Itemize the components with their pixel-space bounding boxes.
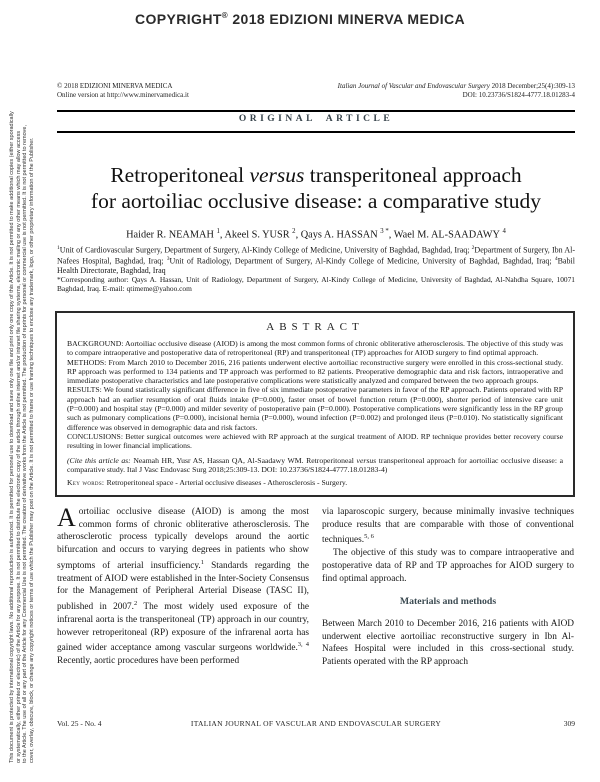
author-3-affil-mark: 3 * [380, 228, 389, 235]
masthead-publisher-block [57, 82, 189, 99]
disclaimer-line-3: to the Article. The use of all or any part of the Article for any Commercial Use is not permitted. The creation of derivative works from the Article is not permitted. The production of reprints for personal or commercial use is not permitted. It is not permitted to remove, [22, 125, 28, 763]
reference-mark-3-4: 3, 4 [297, 641, 310, 649]
intro-text-4: Recently, aortic procedures have been performed [57, 656, 240, 667]
side-copyright-disclaimer [9, 56, 35, 763]
intro-paragraph-continued [322, 506, 574, 547]
disclaimer-line-1: This document is protected by international copyright laws. No additional reproduction is authorized. It is permitted for personal use to download and save only one file and print only one copy of this Article. It is not permitted to make additional copies (either sporadically [9, 111, 15, 763]
abstract-methods-label: METHODS: [67, 357, 109, 367]
objective-paragraph: The objective of this study was to compare intraoperative and postoperative data of RP and TP approaches for AIOD surgery to find optimal approach. [322, 548, 574, 584]
masthead-journal-block [338, 82, 575, 99]
intro-text-2: Standards regarding the treatment of AIOD were established in the Inter-Society Consensus for the Management of Peripheral Arterial Disease (TASC II), published in 2007. [57, 560, 309, 613]
reference-mark-1: 1 [200, 558, 204, 566]
abstract-heading: ABSTRACT [266, 321, 364, 333]
affiliation-1-mark: 1 [57, 245, 60, 251]
abstract-conclusions-text: Better surgical outcomes were achieved with RP approach at the surgical treatment of AIOD. RP technique provides better recovery course resulting in lower financial implications. [67, 431, 563, 451]
body-column-right [322, 506, 574, 669]
abstract-background-label: BACKGROUND: [67, 339, 125, 348]
affiliation-1-text: Unit of Cardiovascular Surgery, Department of Surgery, Al-Kindy College of Medicine, University of Baghdad, Baghdad, Iraq; [59, 245, 472, 255]
drop-cap: A [57, 503, 76, 532]
disclaimer-line-2: or systematically, either printed or electronic) of the Article for any purpose. It is not permitted to distribute the electronic copy of the article through online internet and/or intranet file sharing systems, electronic mailing or any other means which may allow access [15, 130, 22, 763]
abstract-methods [67, 358, 563, 386]
methods-paragraph: Between March 2010 to December 2016, 216 patients with AIOD underwent elective aortoiliac reconstructive surgery in Ibn Al-Nafees Hospital were included in this cross-sectional study. Patients operated with the RP approach [322, 619, 574, 668]
author-1-affil-mark: 1 [216, 228, 220, 235]
author-2-affil-mark: 2 [292, 228, 296, 235]
disclaimer-line-4: cover, overlay, obscure, block, or change any copyright notices or terms of use which the Publisher may post on the Article. It is not permitted to frame or use framing techniques to enclose any trademark, logo, or other proprietary information of the Publisher. [28, 137, 35, 763]
masthead-journal-name: Italian Journal of Vascular and Endovascular Surgery [337, 82, 490, 90]
author-separator: , [295, 229, 301, 241]
article-type-bottom-rule [57, 131, 575, 133]
abstract-background [67, 339, 563, 358]
title-versus-italic: versus [249, 163, 305, 187]
masthead-journal-ref [338, 82, 575, 91]
citation-text-2: transperitoneal approach for aortoiliac occlusive disease: a comparative study. Ital J Vasc Endovasc Surg 2018;25:309-13. DOI: 10.23736/S1824-4777.18.01283-4) [67, 455, 563, 474]
reference-mark-2: 2 [133, 600, 138, 608]
footer-volume: Vol. 25 - No. 4 [57, 719, 102, 728]
banner-publisher: 2018 EDIZIONI MINERVA MEDICA [228, 11, 466, 27]
abstract-conclusions-label: CONCLUSIONS: [67, 431, 126, 441]
citation-text-1: Neamah HR, Yusr AS, Hassan QA, Al-Saadawy WM. Retroperitoneal [130, 455, 357, 465]
author-4-name: Wael M. AL-SAADAWY [393, 229, 500, 241]
intro-paragraph [57, 503, 310, 668]
affiliation-3-mark: 3 [166, 255, 170, 262]
affiliation-2-mark: 2 [471, 245, 475, 251]
citation-note [67, 456, 563, 475]
masthead-copyright-line: © 2018 EDIZIONI MINERVA MEDICA [57, 82, 173, 90]
section-heading-materials-methods: Materials and methods [399, 596, 497, 608]
abstract-background-text: Aortoiliac occlusive disease (AIOD) is among the most common forms of chronic obliterative atherosclerosis. The objective of this study was to compare intraoperative and postoperative data of retroperitoneal (RP) and transperitoneal (TP) approaches for AIOD surgery to find optimal approach. [67, 339, 563, 358]
affiliation-2-text: Department of Surgery, Ibn Al-Nafees Hospital, Baghdad, Iraq; [57, 245, 575, 266]
author-1-name: Haider R. NEAMAH [126, 229, 214, 241]
page-footer [57, 719, 575, 731]
abstract-conclusions [67, 432, 563, 451]
authors-line [57, 228, 575, 240]
intro-text-5: via laparoscopic surgery, because minimally invasive techniques produce results that are comparable with those of conventional techniques. [322, 507, 574, 546]
author-4-affil-mark: 4 [502, 228, 506, 235]
author-separator: , [388, 229, 394, 241]
banner-copyright-word: COPYRIGHT [134, 11, 222, 27]
registered-trademark-icon: ® [221, 11, 229, 20]
keywords-label: Key words: [67, 478, 107, 488]
article-type-top-rule [57, 110, 575, 112]
abstract-results-label: RESULTS: [67, 385, 104, 395]
masthead-online-version-url: Online version at http://www.minervamedica.it [57, 90, 189, 99]
copyright-banner [0, 11, 600, 27]
affiliation-4-text: Babil Health Directorate, Baghdad, Iraq [57, 256, 575, 275]
title-part-2: transperitoneal approach [304, 163, 522, 187]
article-title [57, 162, 575, 214]
article-type-label: ORIGINAL ARTICLE [238, 114, 394, 124]
title-part-1: Retroperitoneal [110, 163, 250, 187]
abstract-results [67, 385, 563, 431]
affiliation-3-text: Unit of Radiology, Department of Surgery, Al-Kindy College of Medicine, University of Baghdad, Baghdad, Iraq; [169, 256, 555, 266]
affiliations [57, 244, 575, 275]
masthead-issue-ref: 2018 December;25(4):309-13 [489, 82, 575, 90]
abstract-box [55, 311, 575, 497]
footer-page-number: 309 [563, 719, 575, 728]
author-3-name: Qays A. HASSAN [300, 229, 378, 241]
corresponding-author-note: *Corresponding author: Qays A. Hassan, Unit of Radiology, Department of Surgery, Al-Kindy College of Medicine, University of Baghdad, Al-Nahdha Square, 10071 Baghdad, Iraq. E-mail: qtimeme@yahoo.com [57, 275, 575, 293]
keywords-line [67, 478, 563, 487]
abstract-methods-text: From March 2010 to December 2016, 216 patients underwent elective aortoiliac reconstructive surgery were enrolled in this cross-sectional study. RP approach was performed to 134 patients and TP approach was performed to 82 patients. Preoperative demographic data and risk factors, intraoperative and immediate postoperative characteristics and late postoperative complications were statistically analyzed and compared between the two approach groups. [67, 357, 564, 386]
body-column-left [57, 503, 310, 669]
citation-lead-italic: (Cite this article as: [67, 455, 131, 465]
masthead-doi: DOI: 10.23736/S1824-4777.18.01283-4 [462, 90, 575, 99]
author-separator: , [219, 229, 225, 241]
intro-text-1: ortoiliac occlusive disease (AIOD) is among the most common forms of chronic obliterative atherosclerosis. The atherosclerotic process typically develops around the aortic bifurcation and occurs to varying degrees in patients who show symptoms of arterial insufficiency. [57, 507, 309, 571]
footer-journal-name: ITALIAN JOURNAL OF VASCULAR AND ENDOVASCULAR SURGERY [190, 719, 442, 728]
citation-versus-italic: versus [356, 455, 377, 465]
keywords-text: Retroperitoneal space - Arterial occlusive diseases - Atherosclerosis - Surgery. [106, 478, 348, 488]
masthead [57, 82, 575, 99]
article-body [57, 503, 575, 669]
reference-mark-5-6: 5, 6 [364, 533, 374, 541]
affiliation-4-mark: 4 [554, 255, 558, 262]
author-2-name: Akeel S. YUSR [224, 229, 290, 241]
title-line-2: for aortoiliac occlusive disease: a comparative study [90, 189, 542, 213]
intro-text-3: The most widely used exposure of the infrarenal aorta is the transperitoneal (TP) approach in our country, however retroperitoneal (RP) exposure of the infrarenal aorta has gained wider acceptance among vascular surgeons worldwide. [57, 602, 309, 654]
abstract-results-text: We found statistically significant difference in five of six immediate postoperative parameters in favor of the RP approach. Patients operated with RP approach had an earlier resumption of oral fluids intake (P=0.000), faster onset of bowel function return (P=0.000), shorter period of intensive care unit (P=0.000) and hospital stay (P=0.000) and milder severity of postoperative pain (P=0.000). Postoperative complications were significantly less in the RP group such as pulmonary complications (P=0.000), incisional hernia (P=0.000), wound infection (P=0.002) and prolonged ileus (P=0.010). No statistically significant difference was observed in demographic data and risk factors. [67, 385, 563, 432]
